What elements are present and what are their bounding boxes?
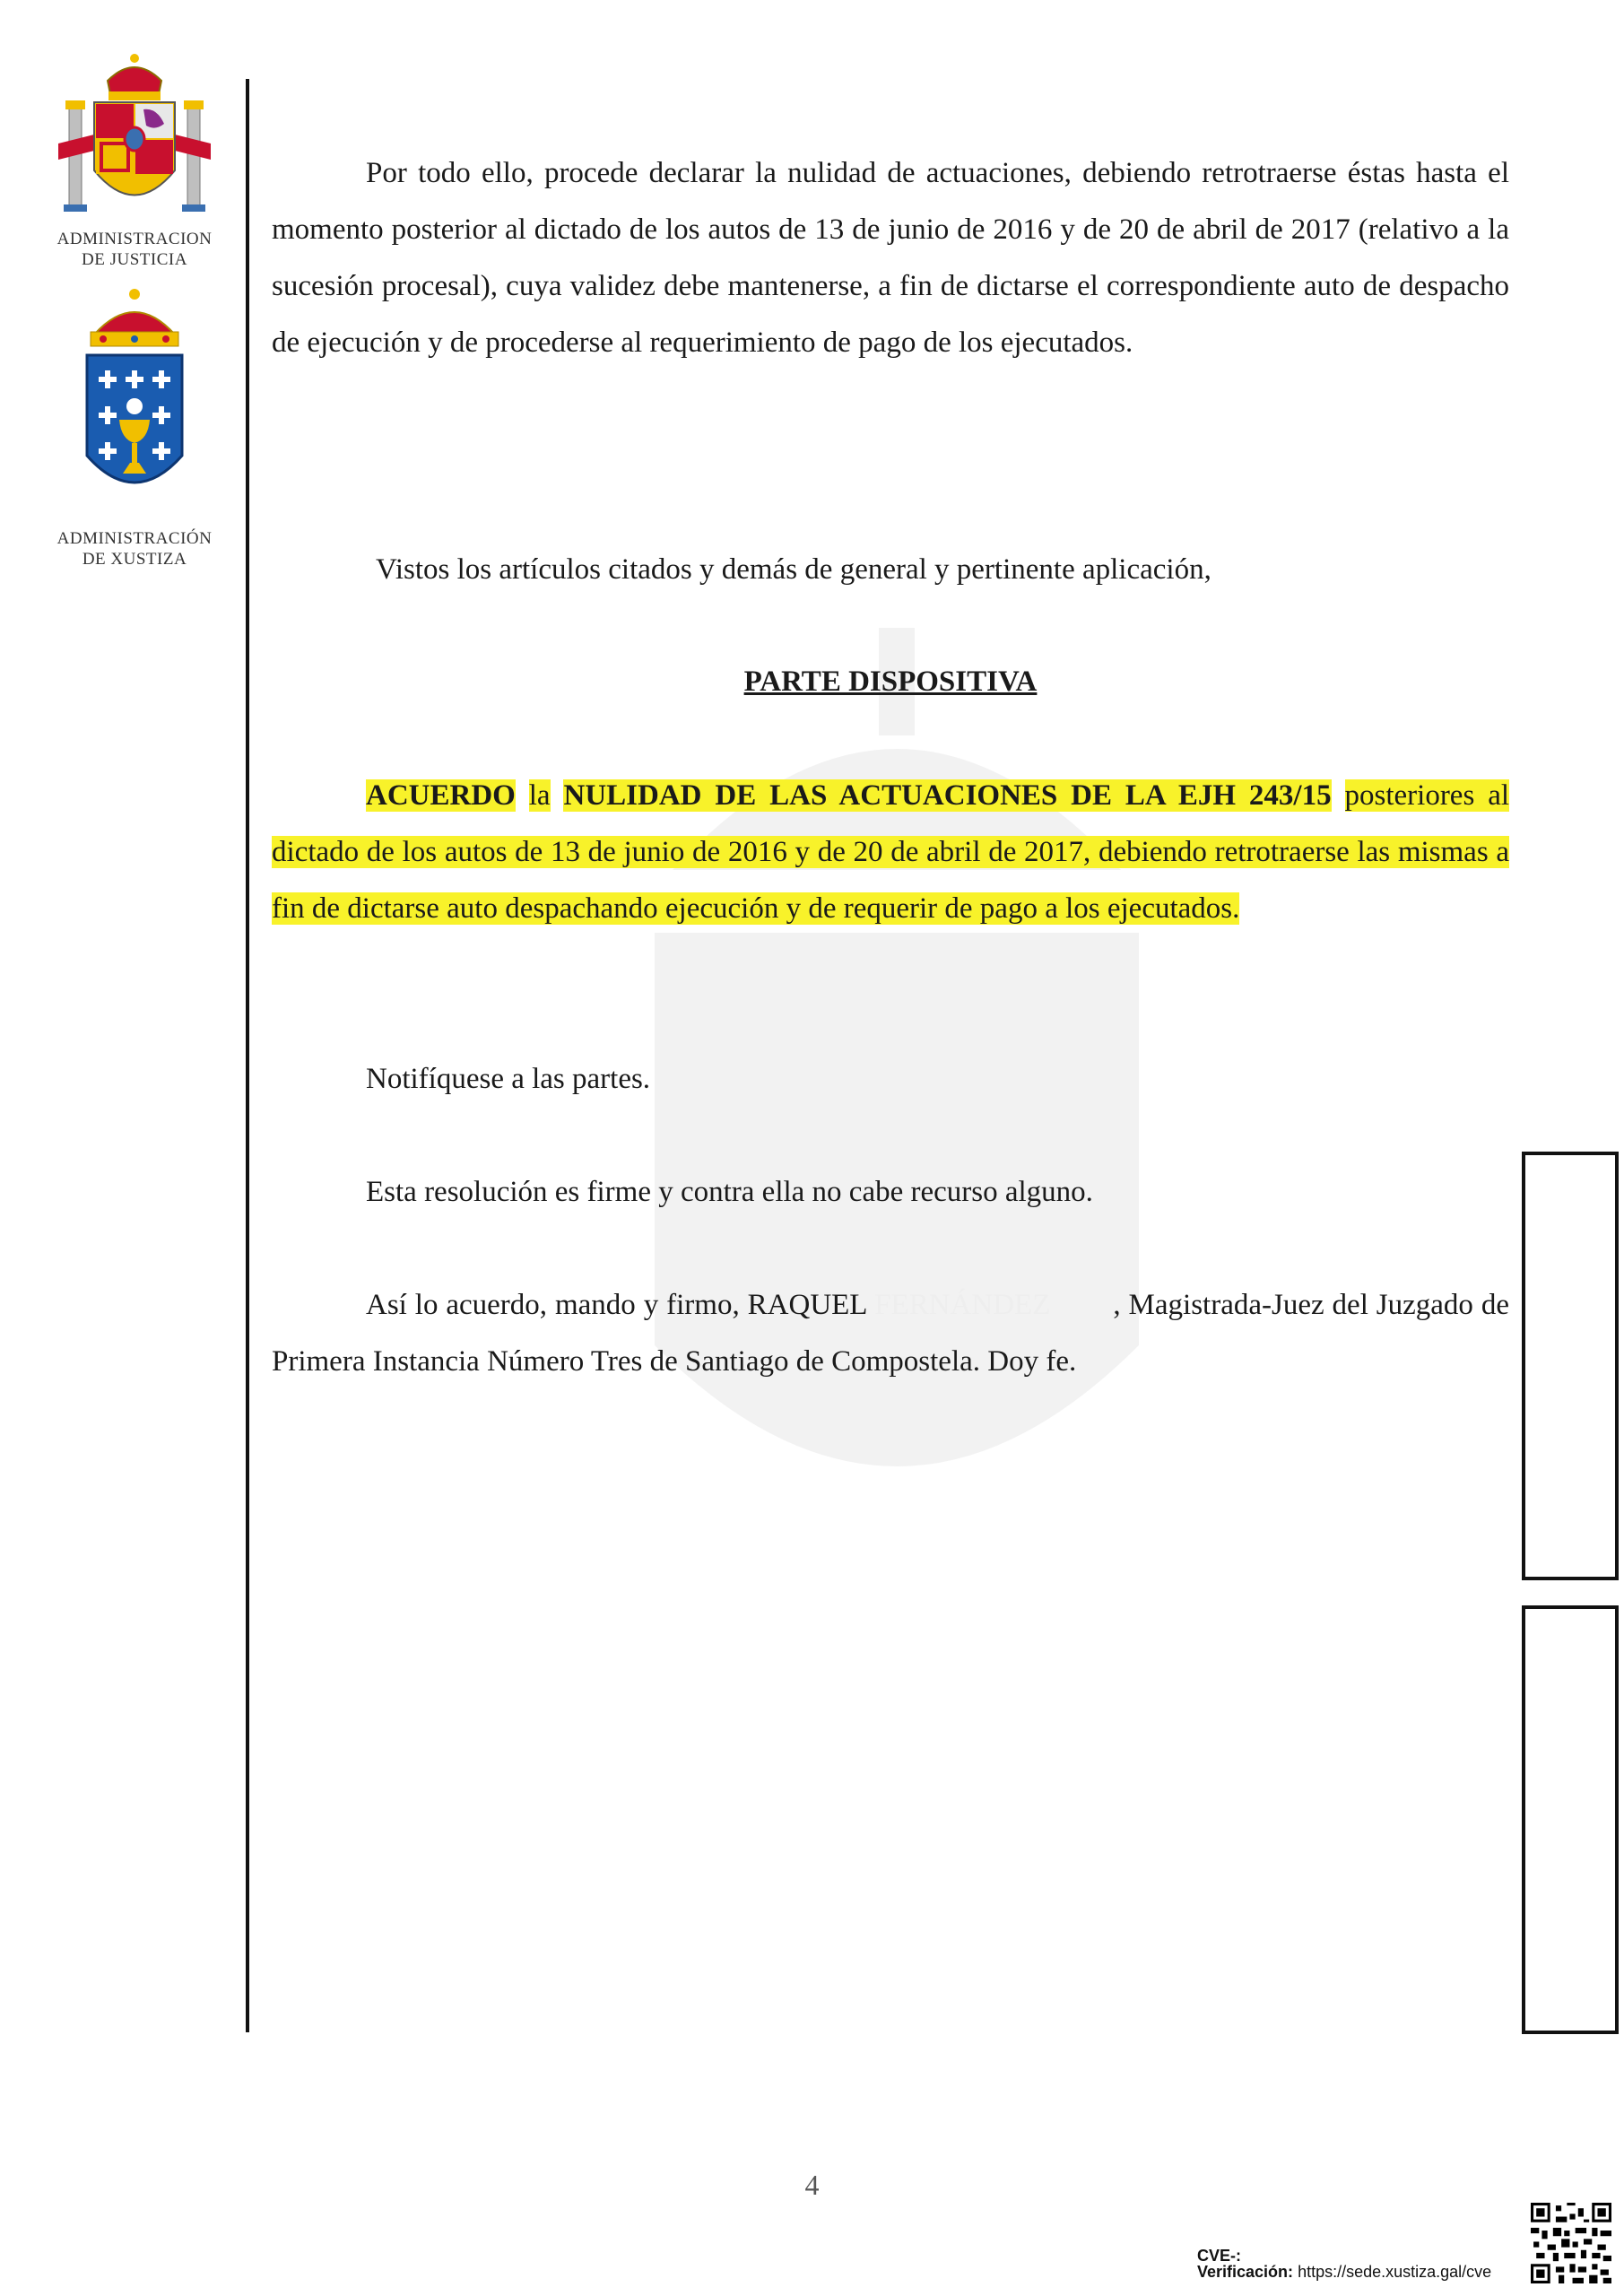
cve-label: CVE-:: [1197, 2247, 1241, 2265]
notify-paragraph: Notifíquese a las partes.: [366, 1063, 651, 1095]
verification-label: Verificación:: [1197, 2263, 1294, 2281]
section-heading: PARTE DISPOSITIVA: [743, 665, 1038, 698]
ruling-nulidad: NULIDAD DE LAS ACTUACIONES DE LA EJH 243/15: [563, 779, 1332, 812]
galicia-logo-block: [36, 285, 233, 570]
closing-paragraph-block: [272, 1277, 1509, 1390]
ruling-paragraph: [272, 768, 1509, 937]
margin-rule: [246, 79, 249, 2032]
spain-logo-caption-line1: ADMINISTRACION: [56, 230, 213, 248]
page-number: 4: [804, 2169, 820, 2201]
cve-footer: [1197, 2248, 1491, 2280]
ruling-acuerdo: ACUERDO: [366, 779, 516, 812]
qr-code-icon: [1531, 2203, 1611, 2283]
ruling-la: la: [528, 779, 551, 812]
intro-paragraph-block: [272, 145, 1509, 371]
verification-url[interactable]: https://sede.xustiza.gal/cve: [1298, 2263, 1492, 2281]
galicia-logo-caption-line1: ADMINISTRACIÓN: [56, 529, 213, 548]
signature-box-1: [1522, 1152, 1619, 1580]
closing-paragraph: [272, 1277, 1509, 1390]
closing-text-start: Así lo acuerdo, mando y firmo, RAQUEL: [366, 1289, 867, 1321]
firm-paragraph-block: [272, 1164, 1509, 1221]
intro-paragraph: Por todo ello, procede declarar la nulidad de actuaciones, debiendo retrotraerse éstas hasta el momento posterior al dictado de los autos de 13 de junio de 2016 y de 20 de abril de 2017 (relativo a la sucesión procesal), cuya validez debe mantenerse, a fin de dictarse el correspondiente auto de despacho de ejecución y de procederse al requerimiento de pago de los ejecutados.: [272, 157, 1509, 359]
closing-text-end: , Magistrada-Juez del Juzgado de Primera Instancia Número Tres de Santiago de Compostela. Doy fe.: [272, 1289, 1510, 1378]
notify-paragraph-block: [272, 1051, 1509, 1108]
galicia-coat-of-arms-icon: [67, 285, 202, 518]
spain-logo-caption-line2: DE JUSTICIA: [82, 250, 187, 269]
redacted-surname: FERNÁNDEZ: [874, 1289, 1051, 1321]
vistos-paragraph: Vistos los artículos citados y demás de general y pertinente aplicación,: [376, 553, 1211, 586]
spain-logo-block: [36, 45, 233, 270]
firm-paragraph: Esta resolución es firme y contra ella no cabe recurso alguno.: [366, 1176, 1093, 1208]
ruling-paragraph-block: [272, 768, 1509, 937]
signature-box-2: [1522, 1605, 1619, 2034]
vistos-paragraph-block: [272, 542, 1509, 598]
ruling-rest: posteriores al dictado de los autos de 13 de junio de 2016 y de 20 de abril de 2017, debiendo retrotraerse las mismas a fin de dictarse auto despachando ejecución y de requerir de pago a los ejecutados.: [272, 779, 1510, 925]
spain-coat-of-arms-icon: [58, 45, 211, 224]
galicia-logo-caption-line2: DE XUSTIZA: [82, 550, 187, 569]
